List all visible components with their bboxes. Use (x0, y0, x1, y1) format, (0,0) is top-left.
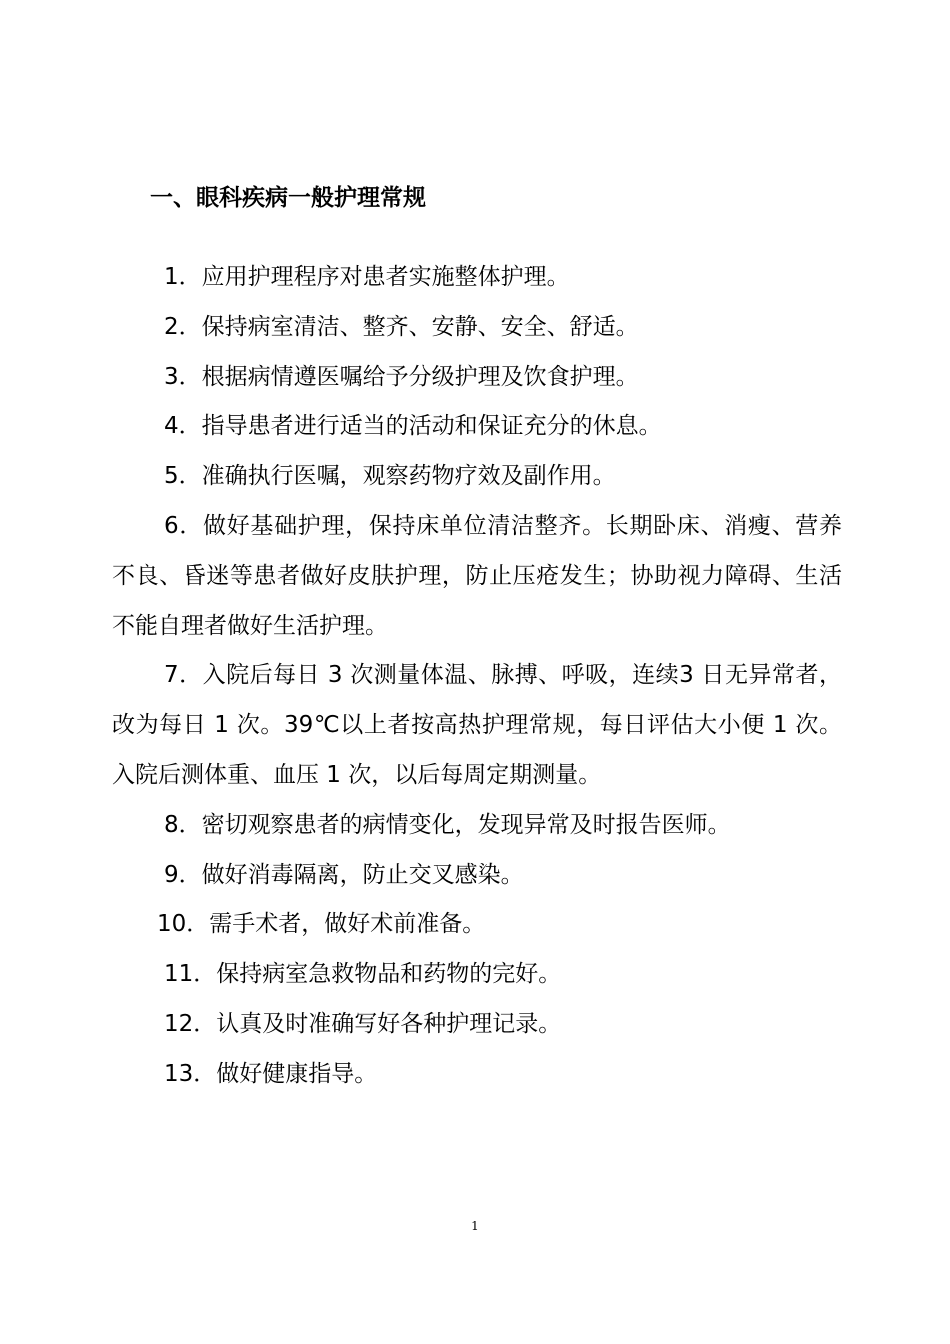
list-item: 9．做好消毒隔离，防止交叉感染。 (164, 861, 524, 888)
list-item: 12．认真及时准确写好各种护理记录。 (164, 1010, 562, 1037)
list-item: 8．密切观察患者的病情变化，发现异常及时报告医师。 (164, 811, 731, 838)
list-item: 4．指导患者进行适当的活动和保证充分的休息。 (164, 413, 662, 440)
care-list (112, 253, 842, 1100)
page-number: 1 (471, 1219, 479, 1233)
list-item: 10．需手术者，做好术前准备。 (157, 911, 486, 938)
list-item: 3．根据病情遵医嘱给予分级护理及饮食护理。 (164, 363, 639, 390)
section-heading: 一、眼科疾病一般护理常规 (150, 185, 426, 211)
list-item: 13．做好健康指导。 (164, 1060, 378, 1087)
list-item: 5．准确执行医嘱，观察药物疗效及副作用。 (164, 463, 616, 490)
list-item: 7．入院后每日 3 次测量体温、脉搏、呼吸，连续3 日无异常者，改为每日 1 次。39℃以上者按高热护理常规，每日评估大小便 1 次。入院后测体重、血压 1 次，以后每周定期测量。 (112, 662, 842, 788)
list-item: 1．应用护理程序对患者实施整体护理。 (164, 264, 570, 290)
list-item: 11．保持病室急救物品和药物的完好。 (164, 961, 562, 988)
list-item: 2．保持病室清洁、整齐、安静、安全、舒适。 (164, 313, 639, 340)
list-item: 6．做好基础护理，保持床单位清洁整齐。长期卧床、消瘦、营养不良、昏迷等患者做好皮肤护理，防止压疮发生；协助视力障碍、生活不能自理者做好生活护理。 (112, 512, 842, 639)
